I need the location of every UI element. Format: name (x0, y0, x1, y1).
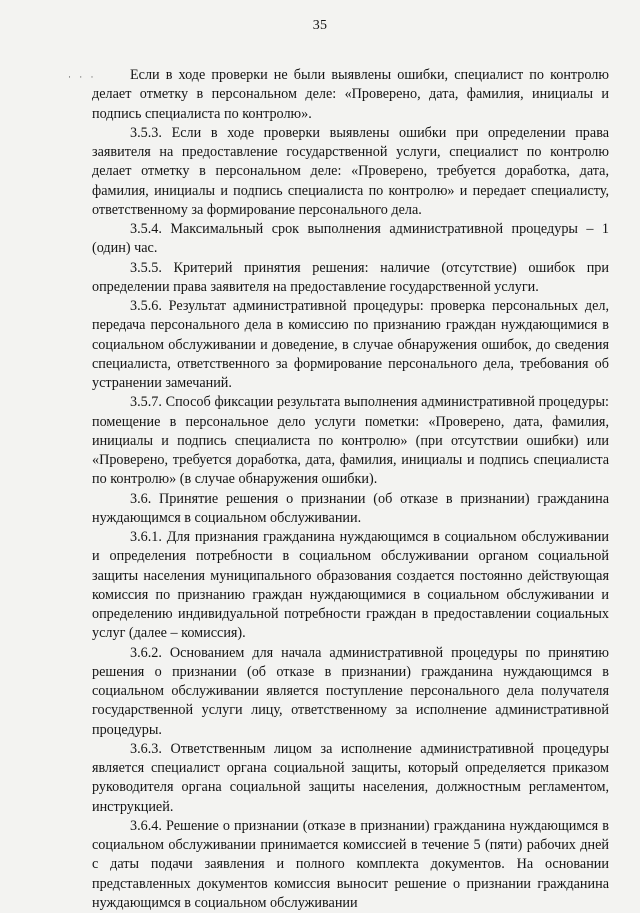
paragraph: 3.6.2. Основанием для начала административной процедуры по принятию решения о признании (об отказе в признании) гражданина нуждающимся в социальном обслуживании является поступление персонального дела получателя государственной услуги лицу, ответственному за исполнение административной процедуры. (92, 644, 609, 738)
paragraph: 3.5.3. Если в ходе проверки выявлены ошибки при определении права заявителя на предоставление государственной услуги, специалист по контролю делает отметку в персональном деле: «Проверено, требуется доработка, дата, фамилия, инициалы и подпись специалиста по контролю» и передает специалисту, ответственному за формирование персонального дела. (92, 124, 609, 218)
margin-marks: · · · (68, 72, 97, 82)
page-number: 35 (312, 18, 328, 33)
document-body (92, 66, 609, 913)
paragraph: 3.5.7. Способ фиксации результата выполнения административной процедуры: помещение в персональное дело услуги пометки: «Проверено, дата, фамилия, инициалы и подпись специалиста по контролю» (при отсутствии ошибки) или «Проверено, требуется доработка, дата, фамилия, инициалы и подпись специалиста по контролю» (в случае обнаружения ошибки). (92, 394, 609, 488)
paragraph: Если в ходе проверки не были выявлены ошибки, специалист по контролю делает отметку в персональном деле: «Проверено, дата, фамилия, инициалы и подпись специалиста по контролю». (92, 67, 609, 122)
paragraph: 3.6. Принятие решения о признании (об отказе в признании) гражданина нуждающимся в социальном обслуживании. (92, 490, 609, 526)
paragraph: 3.5.6. Результат административной процедуры: проверка персональных дел, передача персонального дела в комиссию по признанию граждан нуждающимися в социальном обслуживании и доведение, в случае обнаружения ошибок, до сведения специалиста, ответственного за формирование персонального дела, требования об устранении замечаний. (92, 298, 609, 391)
paragraph: 3.6.4. Решение о признании (отказе в признании) гражданина нуждающимся в социальном обслуживании принимается комиссией в течение 5 (пяти) рабочих дней с даты подачи заявления и полного комплекта документов. На основании представленных документов комиссия выносит решение о признании гражданина нуждающимся в социальном обслуживании (92, 817, 609, 911)
paragraph: 3.6.1. Для признания гражданина нуждающимся в социальном обслуживании и определения потребности в социальном обслуживании органом социальной защиты населения муниципального образования создается постоянно действующая комиссия по признанию граждан нуждающимися в социальном обслуживании и определению индивидуальной потребности граждан в предоставлении социальных услуг (далее – комиссия). (92, 529, 609, 642)
paragraph: 3.5.4. Максимальный срок выполнения административной процедуры – 1 (один) час. (92, 221, 609, 257)
paragraph: 3.5.5. Критерий принятия решения: наличие (отсутствие) ошибок при определении права заявителя на предоставление государственной услуги. (92, 259, 609, 295)
paragraph: 3.6.3. Ответственным лицом за исполнение административной процедуры является специалист органа социальной защиты, который определяется приказом руководителя органа социальной защиты населения, должностным регламентом, инструкцией. (92, 740, 609, 815)
